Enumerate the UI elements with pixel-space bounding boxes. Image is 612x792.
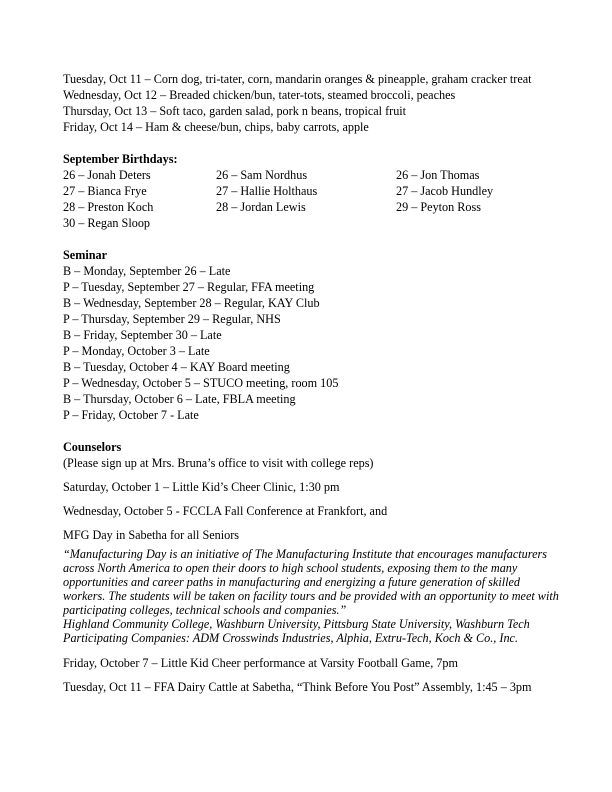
counselor-event: Saturday, October 1 – Little Kid’s Cheer Clinic, 1:30 pm (63, 480, 340, 494)
counselor-event: Wednesday, October 5 - FCCLA Fall Conference at Frankfort, and (63, 504, 388, 518)
birthday-entry (396, 215, 556, 231)
quote-text: “Manufacturing Day is an initiative of The Manufacturing Institute that encourages manufacturers across North America to open their doors to high school students, exposing them to the many opportunities and career paths in manufacturing and energizing a future generation of skilled workers. The students will be taken on facility tours and be provided with an opportunity to meet with participating colleges, technical schools and companies.” (63, 547, 559, 617)
seminar-item: B – Tuesday, October 4 – KAY Board meeting (63, 360, 290, 374)
lunch-menu (63, 71, 583, 135)
birthday-entry: 26 – Jonah Deters (63, 168, 151, 182)
birthday-entry (216, 215, 396, 231)
birthday-entry: 27 – Jacob Hundley (396, 184, 494, 198)
birthday-entry: 30 – Regan Sloop (63, 216, 151, 230)
birthday-entry: 27 – Bianca Frye (63, 184, 147, 198)
seminar-item: B – Monday, September 26 – Late (63, 264, 231, 278)
seminar-heading: Seminar (63, 248, 108, 262)
participating-companies: Participating Companies: ADM Crosswinds Industries, Alphia, Extru-Tech, Koch & Co., Inc. (63, 631, 518, 645)
mfg-day-quote (63, 547, 563, 645)
counselor-event: Tuesday, Oct 11 – FFA Dairy Cattle at Sabetha, “Think Before You Post” Assembly, 1:45 – 3pm (63, 680, 532, 694)
seminar-item: P – Monday, October 3 – Late (63, 344, 210, 358)
counselor-event: Friday, October 7 – Little Kid Cheer performance at Varsity Football Game, 7pm (63, 656, 458, 670)
seminar-item: P – Wednesday, October 5 – STUCO meeting, room 105 (63, 376, 339, 390)
birthday-entry: 26 – Sam Nordhus (216, 168, 308, 182)
seminar-item: P – Tuesday, September 27 – Regular, FFA meeting (63, 280, 315, 294)
seminar-item: B – Friday, September 30 – Late (63, 328, 222, 342)
birthdays-grid (63, 167, 583, 231)
seminar-item: P – Thursday, September 29 – Regular, NHS (63, 312, 281, 326)
seminar-item: B – Wednesday, September 28 – Regular, KAY Club (63, 296, 320, 310)
birthday-entry: 29 – Peyton Ross (396, 200, 481, 214)
birthdays-heading: September Birthdays: (63, 152, 178, 166)
counselors-heading: Counselors (63, 440, 122, 454)
counselors-section (63, 439, 583, 695)
lunch-item: Wednesday, Oct 12 – Breaded chicken/bun, tater-tots, steamed broccoli, peaches (63, 88, 456, 102)
birthdays-section (63, 151, 583, 231)
lunch-item: Tuesday, Oct 11 – Corn dog, tri-tater, corn, mandarin oranges & pineapple, graham cracker treat (63, 72, 532, 86)
counselor-event: MFG Day in Sabetha for all Seniors (63, 528, 240, 542)
seminar-section (63, 247, 583, 423)
lunch-item: Friday, Oct 14 – Ham & cheese/bun, chips, baby carrots, apple (63, 120, 369, 134)
birthday-entry: 28 – Preston Koch (63, 200, 154, 214)
newsletter-page (63, 71, 583, 695)
seminar-item: P – Friday, October 7 - Late (63, 408, 199, 422)
birthday-entry: 28 – Jordan Lewis (216, 200, 306, 214)
birthday-entry: 26 – Jon Thomas (396, 168, 480, 182)
birthday-entry: 27 – Hallie Holthaus (216, 184, 318, 198)
seminar-item: B – Thursday, October 6 – Late, FBLA meeting (63, 392, 296, 406)
participating-colleges: Highland Community College, Washburn University, Pittsburg State University, Washburn Tech (63, 617, 530, 631)
counselors-note: (Please sign up at Mrs. Bruna’s office to visit with college reps) (63, 456, 374, 470)
lunch-item: Thursday, Oct 13 – Soft taco, garden salad, pork n beans, tropical fruit (63, 104, 407, 118)
